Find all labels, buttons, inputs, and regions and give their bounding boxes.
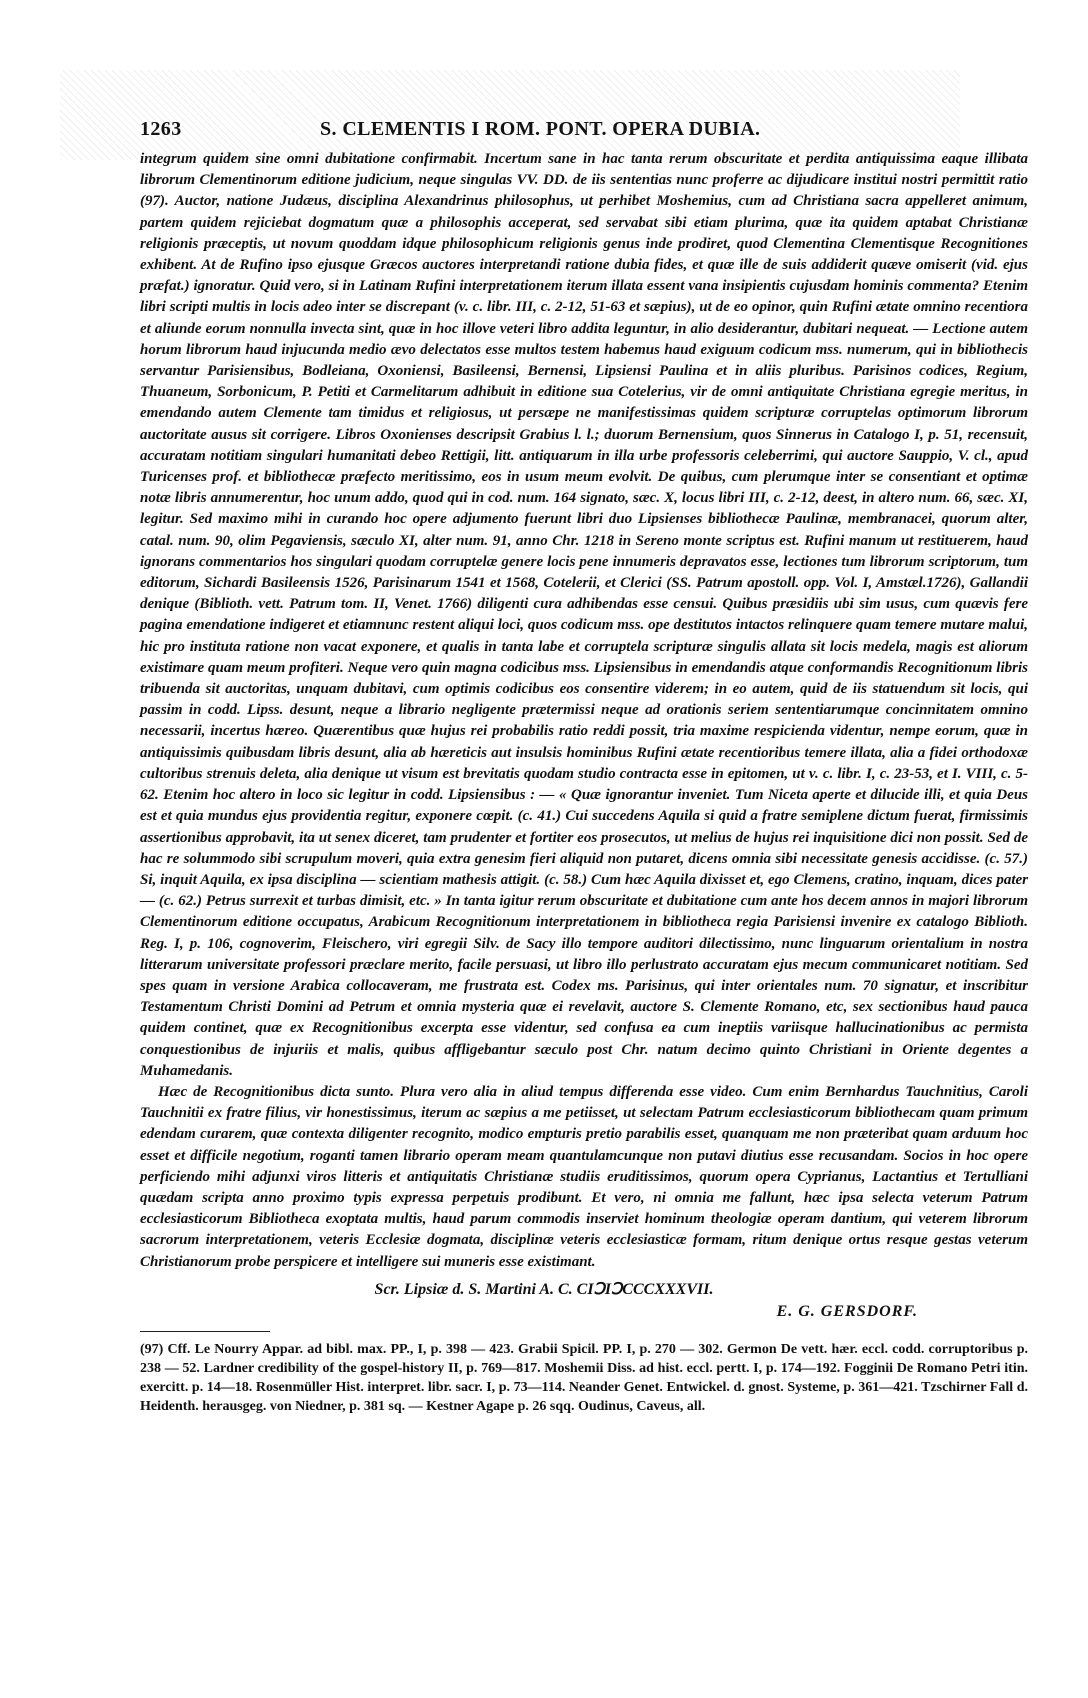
body-paragraph: integrum quidem sine omni dubitatione confirmabit. Incertum sane in hac tanta rerum obscuritate et perdita antiquissima eaque illibata librorum Clementinorum editione judicium, neque singulas VV. DD. de iis sententias nunc proferre ac dijudicare institui nostri permittit ratio (97). Auctor, natione Judæus, disciplina Alexandrinus philosophus, ut perhibet Moshemius, cum ad Christiana sacra appelleret animum, partem quidem rejiciebat dogmatum quæ a philosophis acceperat, sed servabat sibi etiam plurima, quæ ita quidem aptabat Christianæ religionis præceptis, ut novum quoddam idque philosophicum religionis genus inde prodiret, quod Clementina Clementisque Recognitiones exhibent. At de Rufino ipso ejusque Græcos auctores interpretandi ratione dubia fides, et quæ ille de suis addiderit quæve omiserit (vid. ejus præfat.) ignoratur. Quid vero, si in Latinam Rufini interpretationem iterum illata essent vana insipientis cujusdam hominis commenta? Etenim libri scripti multis in locis adeo inter se discrepant (v. c. libr. III, c. 2-12, 51-63 et sæpius), ut de eo opinor, quin Rufini ætate omnino recentiora et aliunde eorum nonnulla invecta sint, quæ in hoc illove veteri libro addita leguntur, in alio desiderantur, dubitari nequeat. — Lectione autem horum librorum haud injucunda medio ævo delectatos esse multos testem habemus haud exiguum codicum mss. numerum, qui in bibliothecis servantur Parisiensibus, Bodleiana, Oxoniensi, Basileensi, Bernensi, Lipsiensi Paulina et in aliis pluribus. Parisinos codices, Regium, Thuaneum, Sorbonicum, P. Petiti et Carmelitarum adhibuit in editione sua Cotelerius, vir de omni antiquitate Christiana egregie meritus, in emendando autem Clemente tam timidus et religiosus, ut persæpe ne manifestissimas quidem scripturæ corruptelas optimorum librorum auctoritate ausus sit corrigere. Libros Oxonienses descripsit Grabius l. l.; duorum Bernensium, quos Sinnerus in Catalogo I, p. 51, recensuit, accuratam notitiam singulari humanitati debeo Rettigii, litt. antiquarum in illa urbe professoris celeberrimi, qui auctore Sauppio, V. cl., apud Turicenses prof. et bibliothecæ præfecto meritissimo, eos in usum meum evolvit. De quibus, cum plerumque inter se consentiant et optimæ notæ libris annumerentur, hoc unum addo, quod qui in cod. num. 164 signato, sæc. X, locus libri III, c. 2-12, deest, in altero num. 66, sæc. XI, legitur. Sed maximo mihi in curando hoc opere adjumento fuerunt libri duo Lipsienses bibliothecæ Paulinæ, membranacei, quorum alter, catal. num. 90, olim Pegaviensis, sæculo XI, alter num. 91, anno Chr. 1218 in Sereno monte scriptus est. Rufini manum ut restituerem, haud ignorans commentarios hos singulari quodam corruptelæ genere locis pene innumeris depravatos esse, lectiones tum librorum scriptorum, tum editorum, Sichardi Basileensis 1526, Parisinarum 1541 et 1568, Cotelerii, et Clerici (SS. Patrum apostoll. opp. Vol. I, Amstæl.1726), Gallandii denique (Biblioth. vett. Patrum tom. II, Venet. 1766) diligenti cura adhibendas esse censui. Quibus præsidiis ubi sim usus, cum quævis fere pagina emendatione indigeret et etiamnunc restent aliqui loci, quos codicum mss. ope destitutos intactos relinquere quam temere mutare malui, hic pro instituta ratione non vacat exponere, et qualis in tanta labe et corruptela scripturæ singulis allata sit locis medela, magis est aliorum existimare quam meum profiteri. Neque vero quin magna codicibus mss. Lipsiensibus in emendandis atque conformandis Recognitionum libris tribuenda sit auctoritas, unquam dubitavi, cum optimis codicibus eos consentire viderem; in eo autem, quid de iis statuendum sit locis, qui passim in codd. Lipss. desunt, neque a librario negligente prætermissi neque ad orationis seriem sententiarumque concinnitatem omnino necessarii, incertus hæreo. Quærentibus quæ hujus rei probabilis ratio reddi possit, tria maxime respicienda videntur, nempe eorum, quæ in antiquissimis quibusdam libris desunt, alia ab hæreticis aut insulsis hominibus Rufini ætate recentioribus temere illata, alia a fidei orthodoxæ cultoribus strenuis deleta, alia denique ut visum est brevitatis quodam studio contracta esse in epitomen, ut v. c. libr. I, c. 23-53, et I. VIII, c. 5-62. Etenim hoc altero in loco sic legitur in codd. Lipsiensibus : — « Quæ ignorantur inveniet. Tum Niceta aperte et dilucide illi, et quia Deus est et quia mundus ejus providentia regitur, exponere cœpit. (c. 41.) Cui succedens Aquila si quid a fratre semiplene dictum fuerat, firmissimis assertionibus approbavit, ita ut senex diceret, tam prudenter et fortiter eos prosecutos, ut melius de hujus rei inquisitione dici non possit. Sed de hac re solummodo sibi scrupulum moveri, quia extra genesim fieri aliquid non putaret, dicens omnia sibi necessitate genesis accidisse. (c. 57.) Si, inquit Aquila, ex ipsa disciplina — scientiam mathesis attigit. (c. 58.) Cum hæc Aquila dixisset et, ego Clemens, cratino, inquam, dices pater — (c. 62.) Petrus surrexit et turbas dimisit, etc. » In tanta igitur rerum obscuritate et dubitatione cum ante hos decem annos in majori librorum Clementinorum editione occupatus, Arabicum Recognitionum interpretationem in bibliotheca regia Parisiensi invenire ex catalogo Biblioth. Reg. I, p. 106, cognoverim, Fleischero, viri egregii Silv. de Sacy illo tempore auditori dilectissimo, nunc linguarum orientalium in nostra litterarum universitate professori præclare merito, facile persuasi, ut libro illo perlustrato accuratam ejus mecum communicaret notitiam. Sed spes quam in versione Arabica collocaveram, me frustrata est. Codex ms. Parisinus, qui inter orientales num. 70 signatur, et inscribitur Testamentum Christi Domini ad Petrum et omnia mysteria quæ ei revelavit, auctore S. Clemente Romano, etc, sex sectionibus haud pauca quidem continet, quæ ex Recognitionibus excerpta esse videntur, sed confusa ea cum ineptiis variisque hallucinationibus ac permista conquestionibus de injuriis et malis, quibus affligebantur sæculo post Chr. natum decimo quinto Christiani in Oriente degentes a Muhamedanis.: [140, 151, 1028, 1079]
page-number: 1263: [140, 118, 182, 140]
main-text: [140, 149, 1028, 1273]
scan-noise: [60, 70, 960, 160]
running-title: S. CLEMENTIS I ROM. PONT. OPERA DUBIA.: [320, 118, 761, 140]
footnote-rule: [140, 1331, 270, 1332]
body-paragraph: Hæc de Recognitionibus dicta sunto. Plura vero alia in aliud tempus differenda esse video. Cum enim Bernhardus Tauchnitius, Caroli Tauchnitii ex fratre filius, vir honestissimus, iterum ac sæpius a me petiisset, ut selectam Patrum ecclesiasticorum bibliothecam quam primum edendam curarem, quæ contexta diligenter recognito, modico empturis pretio parabilis esset, quanquam me non præteribat quam arduum hoc esset et difficile negotium, roganti tamen librario operam meam quantulamcunque non putavi diutius esse recusandam. Socios in hoc opere perficiendo mihi adjunxi viros litteris et antiquitatis Christianæ studiis eruditissimos, quorum opera Cyprianus, Lactantius et Tertulliani quædam scripta anno proximo typis expressa perpetuis prodibunt. Et vero, ni omnia me fallunt, hæc ipsa selecta veterum Patrum ecclesiasticorum Bibliotheca exoptata multis, haud parum commodis inserviet hominum theologiæ operam dantium, qui veterem librorum sacrorum interpretationem, veteris Ecclesiæ dogmata, disciplinæ veteris ecclesiasticæ formam, ritum denique ortus resque gestas veterum Christianorum probe perspicere et intelligere sui muneris esse existimant.: [140, 1083, 1028, 1270]
running-head: [140, 118, 1028, 141]
signoff-place-date: Scr. Lipsiæ d. S. Martini A. C. CIↃIↃCCCXXXVII.: [374, 1280, 714, 1298]
signoff-author: E. G. GERSDORF.: [776, 1302, 918, 1320]
footnote: (97) Cff. Le Nourry Appar. ad bibl. max. PP., I, p. 398 — 423. Grabii Spicil. PP. I, p. 270 — 302. Germon De vett. hær. eccl. codd. corruptoribus p. 238 — 52. Lardner credibility of the gospel-history II, p. 769—817. Moshemii Diss. ad hist. eccl. pertt. I, p. 174—192. Fogginii De Romano Petri itin. exercitt. p. 14—18. Rosenmüller Hist. interpret. libr. sacr. I, p. 73—114. Neander Genet. Entwickel. d. gnost. Systeme, p. 361—421. Tzschirner Fall d. Heidenth. herausgeg. von Niedner, p. 381 sq. — Kestner Agape p. 26 sqq. Oudinus, Caveus, all.: [140, 1341, 1028, 1414]
